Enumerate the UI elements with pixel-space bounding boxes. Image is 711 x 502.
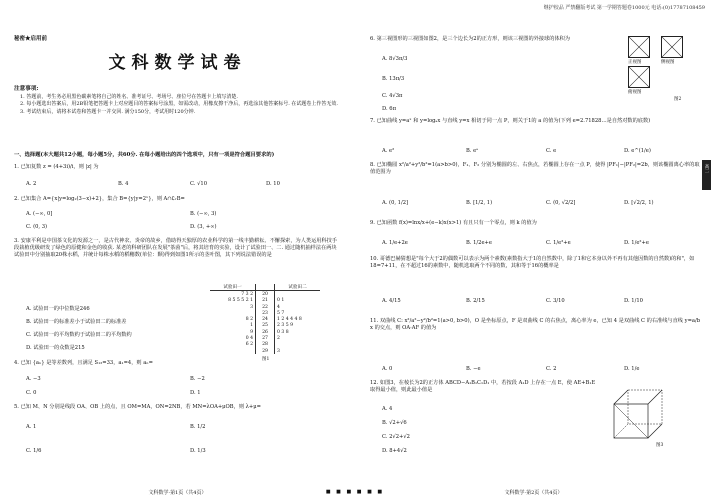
leaf-right: 0 3 8 — [277, 329, 289, 335]
leaf-right: 1 2 4 4 4 8 — [277, 317, 302, 323]
question-1: 1. 已知复数 z = (4+3i)/i，则 |z| 为 — [14, 164, 99, 170]
option: A. (0, 1/2] — [382, 200, 409, 206]
leaf-left: 1 — [250, 323, 253, 329]
option: B. 1/2 — [190, 424, 206, 430]
option: A. 1 — [26, 424, 37, 430]
option: D. 1/10 — [624, 298, 643, 304]
notice-heading: 注意事项: — [14, 86, 39, 92]
page-footer: 文科数学·第2页（共4页） — [504, 490, 563, 496]
leaf-left: 6 2 — [245, 342, 253, 348]
option: D. 10 — [266, 181, 280, 187]
leaf-right: 0 1 — [277, 298, 285, 304]
section-heading: 一、选择题(本大题共12小题，每小题5分，共60分. 在每小题给出的四个选项中，只有一项是符合题目要求的) — [14, 152, 275, 158]
option: A. 0 — [382, 366, 393, 372]
stem: 27 — [256, 335, 275, 341]
top-view-figure — [628, 66, 650, 88]
option: D. [√2/2, 1) — [624, 200, 654, 206]
option: D. 6π — [382, 106, 396, 112]
option: B. 4 — [118, 181, 129, 187]
option: C. 4√3π — [382, 93, 403, 99]
stem-leaf-plot — [210, 284, 320, 354]
leaf-left: 0 4 — [245, 336, 253, 342]
stem: 29 — [256, 348, 275, 354]
question-9: 9. 已知函数 f(x)=lnx/x+(e−k)x(x>1) 有且只有一个零点，则 k 的值为 — [370, 220, 537, 226]
leaf-left: 3 — [250, 304, 253, 310]
leaf-left: 9 — [250, 329, 253, 335]
notice-item: 3. 考试结束后，请将本试卷和答题卡一并交回. 满分150分，考试用时120分钟. — [20, 108, 196, 115]
option: A. e² — [382, 148, 395, 154]
option: C. 2 — [546, 366, 557, 372]
cube-figure — [606, 384, 676, 444]
option: D. 1/e²+e — [624, 240, 649, 246]
figure-caption: 图3 — [656, 443, 664, 448]
option: B. −e — [466, 366, 481, 372]
question-7: 7. 已知曲线 y=aˣ 和 y=logₐx 与直线 y=x 相切于同一点 P，则关于1的 a 的值为(下列 e=2.71828…是自然对数的底数) — [370, 118, 651, 124]
center-marks: ■ ■ ■ ■ ■ ■ — [325, 489, 385, 495]
option: D. 1/e — [624, 366, 640, 372]
option: B. √2+√6 — [382, 420, 407, 426]
leaf-left — [210, 348, 256, 354]
stem: 21 — [256, 298, 275, 304]
question-11: 11. 双曲线 C: x²/a²−y²/b²=1(a>0, b>0)，O 是坐标原点，F 是双曲线 C 的右焦点，离心率为 e，已知 4 是双曲线 C 的右准线与直线 y=a/b x 的交点，则 OA·AF 的值为 — [370, 318, 701, 331]
option: A. 1/e+2e — [382, 240, 408, 246]
question-12: 12. 如图3，在棱长为2的正方体 ABCD−A₁B₁C₁D₁ 中，若按段 A₁D 上存在一点 E，使 AE+B₁E 取得最小值，则此最小值是 — [370, 380, 596, 393]
figure-label: 俯视图 — [628, 90, 642, 95]
question-8: 8. 已知椭圆 x²/a²+y²/b²=1(a>b>0)，F₁、F₂ 分别为椭圆的左、右焦点，若椭圆上存在一点 P，使得 |PF₁|−|PF₂|=2b，则该椭圆离心率的取值范围为 — [370, 162, 700, 175]
exam-page-1 — [0, 0, 355, 502]
option: C. 2√2+√2 — [382, 434, 410, 440]
stem: 23 — [256, 310, 275, 316]
question-10: 10. 哥德巴赫猜想是"每个大于2的偶数可以表示为两个素数(素数指大于1的自然数中，除了1和它本身以外不再有其他因数的自然数)的和"，如18=7+11，在不超过16的素数中，随机选取两个不同的数，其和等于16的概率是 — [370, 256, 695, 269]
option: C. (0, √2/2] — [546, 200, 576, 206]
option: B. 2/15 — [466, 298, 485, 304]
leaf-right: 4 — [277, 304, 280, 310]
question-2: 2. 已知集合 A={x|y=log₂(3−x)+2}，集合 B={y|y=2ˣ}，则 A∩∁ᵣB= — [14, 196, 185, 202]
option: B. 1/2e+e — [466, 240, 492, 246]
option: A. 2 — [26, 181, 37, 187]
option: B. [1/2, 1) — [466, 200, 493, 206]
option: A. 8√3π/3 — [382, 56, 408, 62]
plot-head: 试验田二 — [275, 284, 321, 291]
notice-list — [20, 94, 341, 116]
leaf-left: 8 2 — [245, 317, 253, 323]
exam-title: 文科数学试卷 — [108, 53, 247, 73]
stem: 28 — [256, 342, 275, 348]
question-5: 5. 已知 M、N 分别是线段 OA、OB 上的点，且 OM=MA，ON=2NB，若 MN=λOA+μOB，则 λ+μ= — [14, 404, 261, 410]
option: A. 试验田一的中位数是246 — [26, 306, 90, 312]
option: A. 4/15 — [382, 298, 401, 304]
front-view-figure — [628, 36, 650, 58]
option: C. 试验田一的平均数约于试验田二的平均数约 — [26, 332, 132, 338]
option: B. 13π/3 — [382, 76, 405, 82]
leaf-right: 2 3 5 9 — [277, 323, 294, 329]
option: C. 1/6 — [26, 448, 42, 454]
figure-caption: 图2 — [674, 97, 682, 102]
option: C. (0, 3) — [26, 224, 48, 230]
leaf-right: 5 7 — [277, 310, 285, 316]
option: A. −3 — [26, 376, 41, 382]
plot-head: 试验田一 — [210, 284, 256, 291]
exam-page-2 — [356, 0, 711, 502]
leaf-right: 3 — [277, 348, 280, 354]
option: B. 试验田一的标准差小于试验田二的标准差 — [26, 319, 127, 325]
figure-label: 正视图 — [628, 60, 642, 65]
side-view-figure — [661, 36, 683, 58]
option: B. −2 — [190, 376, 205, 382]
option: D. 1 — [190, 390, 201, 396]
question-6: 6. 第三视图形的三视图如图2，是三个边长为2的正方形，则该三视图的外接球的体积为 — [370, 36, 570, 42]
stem: 22 — [256, 304, 275, 310]
stem: 25 — [256, 323, 275, 329]
option: D. 8+4√2 — [382, 448, 407, 454]
plot-head — [256, 284, 275, 291]
stem: 26 — [256, 329, 275, 335]
option: C. 3/10 — [546, 298, 565, 304]
option: C. √10 — [190, 181, 207, 187]
figure-label: 侧视图 — [661, 60, 675, 65]
question-4: 4. 已知 {aₙ} 是等差数列，且满足 S₁₃=33，a₁=4，则 aₙ= — [14, 360, 153, 366]
notice-item: 1. 答题前，考生务必用黑色碳素笔将自己的姓名、准考证号、考场号、座位号在答题卡上填写清楚. — [20, 94, 238, 100]
question-3: 3. 安康平利是中国茶文化的发源之一，是古代神农、炎帝的故乡，借助得天独厚的农业科学的第一线丰勤耕耘、不懈探索，为人类运用科技手段栽植优级研发了绿色的原健和金色的收获. 某老的科研团队在发展"茶茵"后，将其培育的实验，设计了试验田一、二. 通过随机抽样法在两块试验田中分别抽取20株水稻，并统计每株水稻的稻穗数(单位：颗)得到如图1所示的茎叶图，其下列说法错误的是 — [14, 238, 338, 258]
leaf-right — [275, 291, 321, 298]
option: B. (−∞, 3) — [190, 211, 217, 217]
option: C. e — [546, 148, 557, 154]
option: D. 1/3 — [190, 448, 206, 454]
stem: 24 — [256, 316, 275, 322]
option: A. 4 — [382, 406, 393, 412]
secret-label: 秘密★启用前 — [14, 36, 48, 42]
notice-item: 2. 每小题选出答案后，用2B铅笔把答题卡上对应题目的答案标号涂黑，如需改动，用橡皮擦干净后，再选涂其他答案标号. 在试题卷上作答无效. — [20, 101, 338, 108]
side-tab — [702, 160, 711, 190]
option: B. eᵉ — [466, 148, 479, 154]
option: D. (3, +∞) — [190, 224, 217, 230]
figure-caption: 图1 — [262, 357, 270, 362]
page-footer: 文科数学·第1页（共4页） — [148, 490, 207, 496]
option: C. 0 — [26, 390, 37, 396]
leaf-left: 8 5 5 5 2 1 — [228, 298, 253, 304]
option: D. e^(1/e) — [624, 148, 651, 154]
leaf-left: 7 3 2 — [241, 291, 253, 297]
page-header: 继护校品 严禁翻版考试 第一学期答题卷1000元 电话:(0)17787108459 — [543, 5, 705, 11]
option: D. 试验田一的众数是215 — [26, 345, 85, 351]
option: C. 1/e²+e — [546, 240, 571, 246]
side-tab-label: 高二 — [704, 164, 709, 173]
option: A. (−∞, 0] — [26, 211, 53, 217]
stem: 20 — [256, 291, 275, 298]
leaf-right: 2 — [277, 336, 280, 342]
